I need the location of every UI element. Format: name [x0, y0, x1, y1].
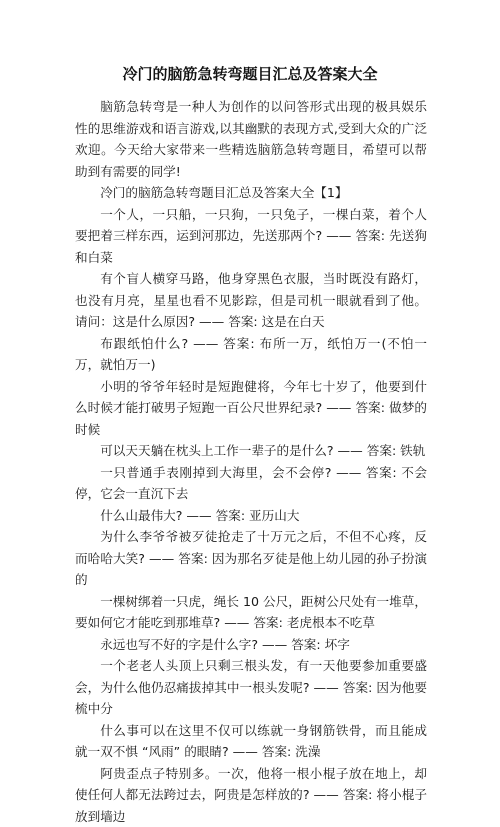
riddle-item: 有个盲人横穿马路，他身穿黑色衣服，当时既没有路灯，也没有月亮，星星也看不见影踪，但是司机一眼就看到了他。请问：这是什么原因? —— 答案: 这是在白天 — [75, 268, 427, 333]
riddle-item: 什么山最伟大? —— 答案: 亚历山大 — [75, 505, 427, 527]
riddle-item: 永远也写不好的字是什么字? —— 答案: 坏字 — [75, 634, 427, 656]
riddle-item: 一个人，一只船，一只狗，一只兔子，一棵白菜，着个人要把着三样东西，运到河那边，先送那两个? —— 答案: 先送狗和白菜 — [75, 204, 427, 269]
riddle-item: 阿贵歪点子特别多。一次，他将一根小棍子放在地上，却使任何人都无法跨过去，阿贵是怎样放的? —— 答案: 将小棍子放到墙边 — [75, 763, 427, 827]
riddle-item: 可以天天躺在枕头上工作一辈子的是什么? —— 答案: 铁轨 — [75, 440, 427, 462]
riddle-item: 什么事可以在这里不仅可以练就一身钢筋铁骨，而且能成就一双不惧 “风雨” 的眼睛? —— 答案: 洗澡 — [75, 720, 427, 763]
riddle-item: 一棵树绑着一只虎，绳长 10 公尺，距树公尺处有一堆草，要如何它才能吃到那堆草? —— 答案: 老虎根本不吃草 — [75, 591, 427, 634]
riddle-item: 小明的爷爷年轻时是短跑健将，今年七十岁了，他要到什么时候才能打破男子短跑一百公尺世界纪录? —— 答案: 做梦的时候 — [75, 376, 427, 441]
riddle-item: 一只普通手表刚掉到大海里，会不会停? —— 答案: 不会停，它会一直沉下去 — [75, 462, 427, 505]
paragraph-intro: 脑筋急转弯是一种人为创作的以问答形式出现的极具娱乐性的思维游戏和语言游戏,以其幽默的表现方式,受到大众的广泛欢迎。今天给大家带来一些精选脑筋急转弯题目，希望可以帮助到有需要的同学! — [75, 96, 427, 182]
document-body — [75, 96, 427, 827]
riddle-item: 布跟纸怕什么? —— 答案: 布所一万，纸怕万一(不怕一万，就怕万一) — [75, 333, 427, 376]
riddle-item: 为什么李爷爷被歹徒抢走了十万元之后，不但不心疼，反而哈哈大笑? —— 答案: 因为那名歹徒是他上幼儿园的孙子扮演的 — [75, 526, 427, 591]
document-title: 冷门的脑筋急转弯题目汇总及答案大全 — [0, 64, 500, 84]
riddle-item: 一个老老人头顶上只剩三根头发，有一天他要参加重要盛会，为什么他仍忍痛拔掉其中一根头发呢? —— 答案: 因为他要梳中分 — [75, 655, 427, 720]
section-heading: 冷门的脑筋急转弯题目汇总及答案大全【1】 — [75, 182, 427, 204]
